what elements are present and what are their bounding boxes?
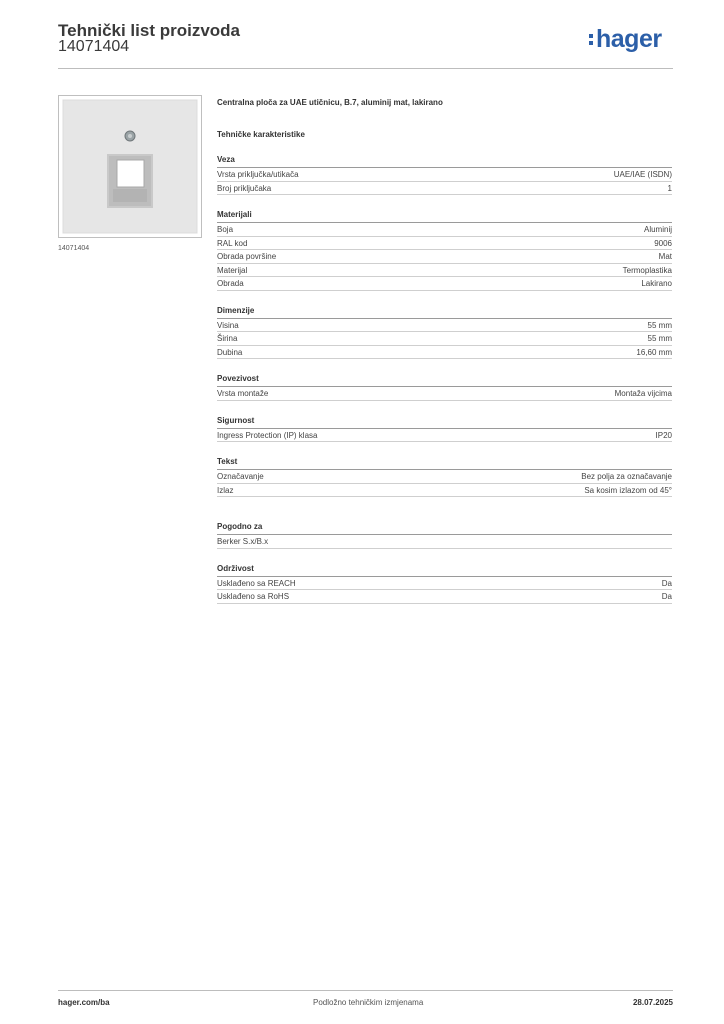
page-title: Tehnički list proizvoda bbox=[58, 21, 240, 40]
spec-label: Obrada bbox=[217, 279, 244, 288]
spec-value: 9006 bbox=[654, 238, 672, 248]
group-title: Veza bbox=[217, 154, 672, 168]
spec-row bbox=[217, 332, 672, 346]
spec-value: 1 bbox=[667, 183, 672, 193]
spec-row bbox=[217, 346, 672, 360]
spec-group-veza bbox=[217, 154, 672, 195]
section-heading: Tehničke karakteristike bbox=[217, 130, 305, 139]
spec-row bbox=[217, 535, 672, 549]
spec-value: Sa kosim izlazom od 45° bbox=[584, 485, 672, 495]
group-title: Povezivost bbox=[217, 373, 672, 387]
logo-text: hager bbox=[596, 25, 662, 53]
spec-label: Visina bbox=[217, 320, 239, 330]
spec-label: Označavanje bbox=[217, 472, 264, 481]
product-number: 14071404 bbox=[58, 38, 130, 55]
logo-dots-icon bbox=[589, 29, 595, 47]
spec-label: Obrada površine bbox=[217, 252, 277, 261]
spec-group-tekst bbox=[217, 456, 672, 497]
spec-label: Usklađeno sa RoHS bbox=[217, 592, 290, 601]
header-divider bbox=[58, 68, 673, 69]
spec-group-pogodno-za bbox=[217, 521, 672, 549]
group-title: Održivost bbox=[217, 563, 672, 577]
product-title: Centralna ploča za UAE utičnicu, B.7, aluminij mat, lakirano bbox=[217, 98, 443, 107]
spec-content bbox=[217, 97, 672, 604]
spec-row bbox=[217, 237, 672, 251]
spec-group-povezivost bbox=[217, 373, 672, 401]
spec-value: Mat bbox=[658, 252, 672, 261]
spec-value: Aluminij bbox=[643, 225, 672, 234]
group-title: Materijali bbox=[217, 209, 672, 223]
group-title: Pogodno za bbox=[217, 521, 672, 535]
spec-value: 55 mm bbox=[647, 320, 672, 330]
spec-row bbox=[217, 470, 672, 484]
spec-value: Termoplastika bbox=[622, 265, 672, 275]
spec-value: Bez polja za označavanje bbox=[581, 472, 672, 481]
footer-website-link[interactable]: hager.com/ba bbox=[58, 998, 110, 1007]
spec-label: Širina bbox=[217, 334, 238, 343]
spec-value: 55 mm bbox=[647, 334, 672, 343]
spec-row bbox=[217, 277, 672, 291]
spec-label: Vrsta priključka/utikača bbox=[217, 170, 299, 179]
group-title: Sigurnost bbox=[217, 415, 672, 429]
spec-label: Ingress Protection (IP) klasa bbox=[217, 430, 318, 440]
spec-row bbox=[217, 250, 672, 264]
spec-group-sigurnost bbox=[217, 415, 672, 443]
spec-value: 16,60 mm bbox=[636, 347, 672, 357]
spec-row bbox=[217, 387, 672, 401]
spec-row bbox=[217, 182, 672, 196]
spec-value: IP20 bbox=[655, 430, 672, 440]
spec-value: Lakirano bbox=[641, 279, 672, 288]
group-title: Tekst bbox=[217, 456, 672, 470]
spec-label: Berker S.x/B.x bbox=[217, 537, 269, 546]
spec-group-dimenzije bbox=[217, 305, 672, 360]
spec-label: Vrsta montaže bbox=[217, 389, 269, 398]
cover-plate-illustration bbox=[59, 96, 201, 237]
spec-value: Da bbox=[661, 592, 672, 601]
spec-value: Da bbox=[661, 578, 672, 588]
spec-value: Montaža vijcima bbox=[614, 389, 672, 398]
product-image bbox=[58, 95, 202, 238]
footer-note: Podložno tehničkim izmjenama bbox=[313, 998, 424, 1007]
spec-row bbox=[217, 264, 672, 278]
spec-row bbox=[217, 484, 672, 498]
group-title: Dimenzije bbox=[217, 305, 672, 319]
spec-label: Izlaz bbox=[217, 485, 234, 495]
spec-row bbox=[217, 223, 672, 237]
footer-date: 28.07.2025 bbox=[632, 998, 673, 1007]
spec-row bbox=[217, 168, 672, 182]
footer-divider bbox=[58, 990, 673, 991]
spec-row bbox=[217, 577, 672, 591]
spec-label: Materijal bbox=[217, 265, 248, 275]
spec-value: UAE/IAE (ISDN) bbox=[613, 170, 672, 179]
spec-label: RAL kod bbox=[217, 238, 248, 248]
spec-row bbox=[217, 429, 672, 443]
spec-label: Dubina bbox=[217, 347, 243, 357]
image-caption: 14071404 bbox=[58, 245, 90, 252]
spec-group-odrzivost bbox=[217, 563, 672, 604]
spec-label: Boja bbox=[217, 225, 234, 234]
spec-label: Broj priključaka bbox=[217, 183, 272, 193]
spec-label: Usklađeno sa REACH bbox=[217, 578, 296, 588]
spec-group-materijali bbox=[217, 209, 672, 291]
hager-logo bbox=[589, 25, 662, 54]
spec-row bbox=[217, 319, 672, 333]
spec-row bbox=[217, 590, 672, 604]
